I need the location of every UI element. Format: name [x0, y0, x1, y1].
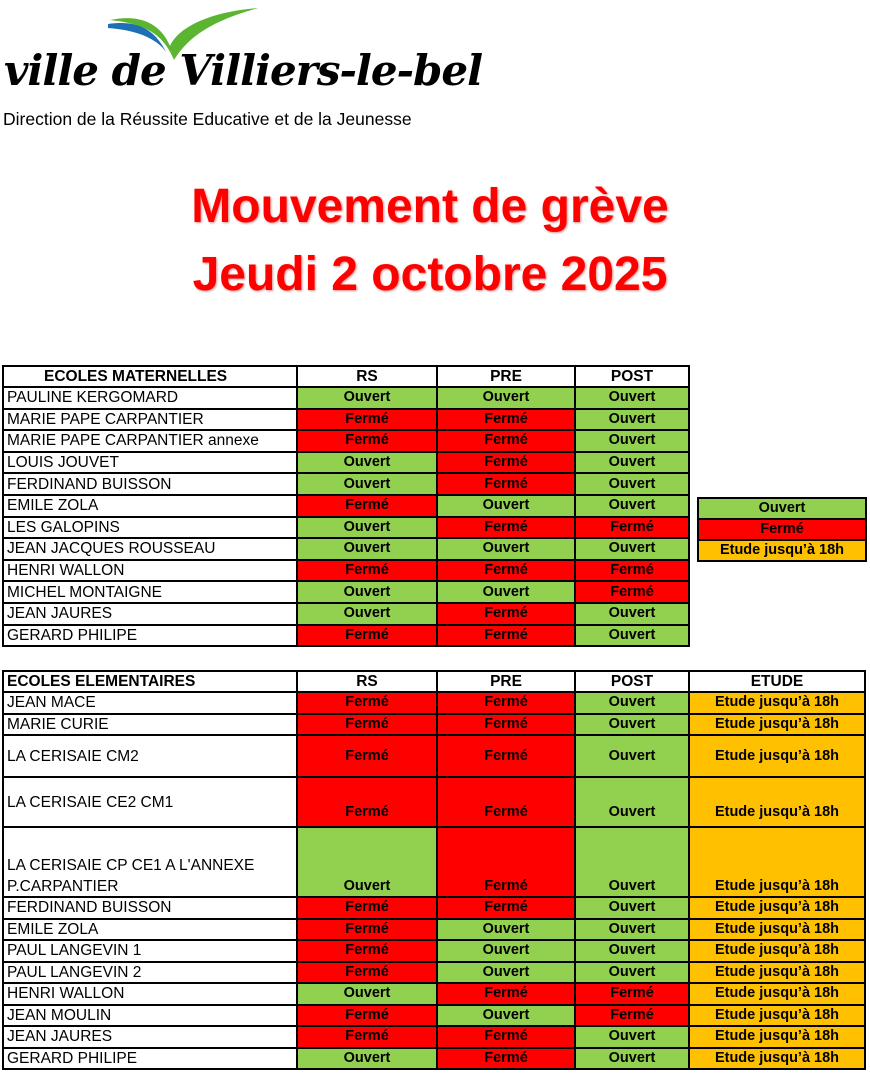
status-rs: Ouvert — [297, 473, 437, 495]
status-post: Ouvert — [575, 538, 689, 560]
status-pre: Fermé — [437, 692, 575, 714]
page-title-line-2: Jeudi 2 octobre 2025 — [192, 248, 668, 301]
header-schools: ECOLES MATERNELLES — [3, 366, 297, 387]
header-pre: PRE — [437, 366, 575, 387]
status-rs: Fermé — [297, 625, 437, 647]
status-post: Ouvert — [575, 452, 689, 474]
school-name — [3, 827, 297, 897]
table-row — [3, 473, 689, 495]
table-row — [3, 625, 689, 647]
school-name — [3, 940, 297, 962]
header-pre: PRE — [437, 671, 575, 692]
status-rs: Ouvert — [297, 581, 437, 603]
status-pre: Fermé — [437, 625, 575, 647]
table-row — [3, 919, 865, 941]
school-name: LOUIS JOUVET — [3, 452, 297, 474]
status-post: Fermé — [575, 581, 689, 603]
status-post: Ouvert — [575, 962, 689, 984]
table-row — [3, 1048, 865, 1070]
school-name: MICHEL MONTAIGNE — [3, 581, 297, 603]
school-name — [3, 983, 297, 1005]
table-row — [3, 897, 865, 919]
status-post: Ouvert — [575, 1026, 689, 1048]
status-pre: Fermé — [437, 473, 575, 495]
school-name-line-1: LA CERISAIE CP CE1 A L'ANNEXE — [7, 857, 255, 874]
school-name-line-1: HENRI WALLON — [7, 985, 125, 1003]
status-etude: Etude jusqu’à 18h — [689, 897, 865, 919]
school-name-line-1: JEAN JAURES — [7, 1028, 113, 1046]
status-pre: Ouvert — [437, 940, 575, 962]
status-post: Fermé — [575, 1005, 689, 1027]
status-post: Ouvert — [575, 692, 689, 714]
school-name-line-1: MARIE CURIE — [7, 715, 109, 733]
status-rs: Fermé — [297, 777, 437, 827]
table-row — [3, 387, 689, 409]
status-etude: Etude jusqu’à 18h — [689, 1005, 865, 1027]
status-etude: Etude jusqu’à 18h — [689, 919, 865, 941]
status-rs: Ouvert — [297, 452, 437, 474]
school-name-line-1: PAUL LANGEVIN 2 — [7, 963, 142, 981]
school-name-line-1: FERDINAND BUISSON — [7, 899, 172, 917]
status-pre: Fermé — [437, 517, 575, 539]
status-pre: Fermé — [437, 897, 575, 919]
status-post: Ouvert — [575, 827, 689, 897]
maternelles-table — [2, 365, 690, 647]
status-post: Ouvert — [575, 430, 689, 452]
school-name-line-1: LA CERISAIE CE2 CM1 — [7, 793, 174, 811]
status-etude: Etude jusqu’à 18h — [689, 714, 865, 736]
status-post: Ouvert — [575, 777, 689, 827]
status-post: Ouvert — [575, 919, 689, 941]
status-post: Ouvert — [575, 603, 689, 625]
school-name-line-1: GERARD PHILIPE — [7, 1049, 138, 1067]
maternelles-header-row — [3, 366, 689, 387]
elementaires-header-row — [3, 671, 865, 692]
status-pre: Fermé — [437, 827, 575, 897]
header-rs: RS — [297, 671, 437, 692]
table-row — [3, 714, 865, 736]
school-name: LES GALOPINS — [3, 517, 297, 539]
school-name-line-1: JEAN MOULIN — [7, 1006, 112, 1024]
school-name — [3, 1026, 297, 1048]
table-row — [3, 603, 689, 625]
school-name: MARIE PAPE CARPANTIER — [3, 409, 297, 431]
status-rs: Fermé — [297, 495, 437, 517]
school-name — [3, 692, 297, 714]
status-pre: Fermé — [437, 983, 575, 1005]
status-pre: Fermé — [437, 735, 575, 777]
header-rs: RS — [297, 366, 437, 387]
table-row — [3, 430, 689, 452]
school-name — [3, 735, 297, 777]
department-subtitle: Direction de la Réussite Educative et de la Jeunesse — [3, 109, 412, 129]
status-post: Ouvert — [575, 473, 689, 495]
status-pre: Fermé — [437, 452, 575, 474]
status-etude: Etude jusqu’à 18h — [689, 692, 865, 714]
legend-ferme: Fermé — [698, 519, 866, 540]
header-etude: ETUDE — [689, 671, 865, 692]
status-rs: Ouvert — [297, 603, 437, 625]
status-etude: Etude jusqu’à 18h — [689, 983, 865, 1005]
table-row — [3, 409, 689, 431]
status-rs: Fermé — [297, 692, 437, 714]
status-post: Ouvert — [575, 625, 689, 647]
school-name: HENRI WALLON — [3, 560, 297, 582]
header-post: POST — [575, 366, 689, 387]
status-post: Ouvert — [575, 409, 689, 431]
school-name-line-1: JEAN MACE — [7, 694, 96, 712]
status-pre: Fermé — [437, 430, 575, 452]
status-post: Fermé — [575, 983, 689, 1005]
status-rs: Ouvert — [297, 1048, 437, 1070]
status-etude: Etude jusqu’à 18h — [689, 777, 865, 827]
elementaires-table — [2, 670, 866, 1070]
status-rs: Ouvert — [297, 827, 437, 897]
page-title-line-1: Mouvement de grève — [191, 180, 669, 233]
status-rs: Fermé — [297, 1026, 437, 1048]
status-rs: Ouvert — [297, 387, 437, 409]
table-row — [3, 538, 689, 560]
status-etude: Etude jusqu’à 18h — [689, 1048, 865, 1070]
status-etude: Etude jusqu’à 18h — [689, 962, 865, 984]
school-name: MARIE PAPE CARPANTIER annexe — [3, 430, 297, 452]
header-post: POST — [575, 671, 689, 692]
school-name — [3, 1048, 297, 1070]
status-pre: Ouvert — [437, 962, 575, 984]
school-name-line-2: P.CARPANTIER — [7, 878, 119, 895]
status-etude: Etude jusqu’à 18h — [689, 1026, 865, 1048]
table-row — [3, 1026, 865, 1048]
status-pre: Fermé — [437, 560, 575, 582]
table-row — [3, 581, 689, 603]
school-name: JEAN JACQUES ROUSSEAU — [3, 538, 297, 560]
table-row — [3, 495, 689, 517]
status-post: Ouvert — [575, 387, 689, 409]
status-rs: Fermé — [297, 409, 437, 431]
status-rs: Fermé — [297, 430, 437, 452]
table-row — [3, 777, 865, 827]
status-rs: Fermé — [297, 560, 437, 582]
status-rs: Fermé — [297, 919, 437, 941]
status-pre: Ouvert — [437, 538, 575, 560]
school-name — [3, 897, 297, 919]
status-post: Ouvert — [575, 940, 689, 962]
status-rs: Fermé — [297, 897, 437, 919]
legend — [697, 497, 867, 562]
status-post: Ouvert — [575, 897, 689, 919]
table-row — [3, 962, 865, 984]
school-name: EMILE ZOLA — [3, 495, 297, 517]
legend-etude: Etude jusqu’à 18h — [698, 540, 866, 561]
table-row — [3, 560, 689, 582]
status-pre: Fermé — [437, 603, 575, 625]
school-name: JEAN JAURES — [3, 603, 297, 625]
table-row — [3, 452, 689, 474]
status-etude: Etude jusqu’à 18h — [689, 735, 865, 777]
status-rs: Ouvert — [297, 538, 437, 560]
status-pre: Ouvert — [437, 387, 575, 409]
school-name — [3, 962, 297, 984]
table-row — [3, 1005, 865, 1027]
status-rs: Fermé — [297, 962, 437, 984]
status-rs: Ouvert — [297, 517, 437, 539]
status-pre: Ouvert — [437, 1005, 575, 1027]
status-pre: Ouvert — [437, 919, 575, 941]
school-name: FERDINAND BUISSON — [3, 473, 297, 495]
status-pre: Ouvert — [437, 495, 575, 517]
status-rs: Ouvert — [297, 983, 437, 1005]
logo-text: ville de Villiers-le-bel — [4, 46, 483, 95]
table-row — [3, 692, 865, 714]
status-pre: Fermé — [437, 1026, 575, 1048]
status-pre: Ouvert — [437, 581, 575, 603]
status-etude: Etude jusqu’à 18h — [689, 940, 865, 962]
school-name: PAULINE KERGOMARD — [3, 387, 297, 409]
status-pre: Fermé — [437, 409, 575, 431]
status-rs: Fermé — [297, 1005, 437, 1027]
header-schools: ECOLES ELEMENTAIRES — [3, 671, 297, 692]
status-pre: Fermé — [437, 1048, 575, 1070]
status-post: Fermé — [575, 517, 689, 539]
school-name — [3, 919, 297, 941]
status-post: Ouvert — [575, 735, 689, 777]
school-name — [3, 1005, 297, 1027]
status-post: Ouvert — [575, 1048, 689, 1070]
school-name-line-1: PAUL LANGEVIN 1 — [7, 942, 142, 960]
status-post: Fermé — [575, 560, 689, 582]
city-logo — [4, 4, 483, 104]
status-pre: Fermé — [437, 777, 575, 827]
school-name-line-1: EMILE ZOLA — [7, 920, 99, 938]
table-row — [3, 517, 689, 539]
status-post: Ouvert — [575, 495, 689, 517]
status-post: Ouvert — [575, 714, 689, 736]
school-name-line-1: LA CERISAIE CM2 — [7, 747, 139, 765]
status-rs: Fermé — [297, 735, 437, 777]
school-name — [3, 777, 297, 827]
table-row — [3, 940, 865, 962]
status-rs: Fermé — [297, 714, 437, 736]
school-name — [3, 714, 297, 736]
school-name: GERARD PHILIPE — [3, 625, 297, 647]
table-row — [3, 735, 865, 777]
status-etude: Etude jusqu’à 18h — [689, 827, 865, 897]
status-pre: Fermé — [437, 714, 575, 736]
status-rs: Fermé — [297, 940, 437, 962]
legend-ouvert: Ouvert — [698, 498, 866, 519]
table-row — [3, 983, 865, 1005]
table-row — [3, 827, 865, 897]
